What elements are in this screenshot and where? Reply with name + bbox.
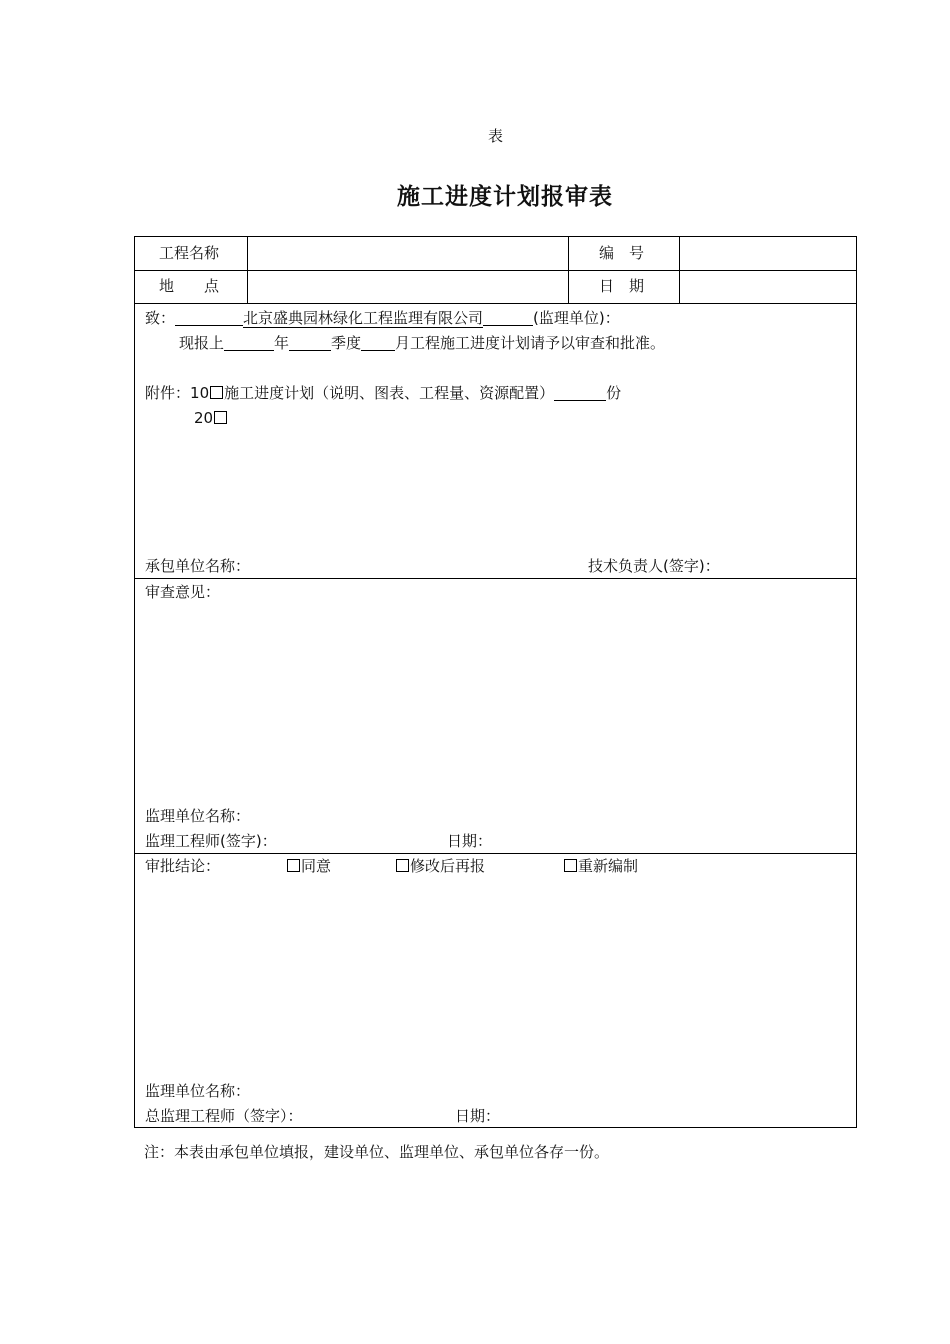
- month-text: 月工程施工进度计划请予以审查和批准。: [395, 334, 666, 352]
- report-line: [179, 335, 665, 351]
- recipient-suffix: (监理单位)：: [533, 309, 620, 327]
- form-title: 施工进度计划报审表: [397, 184, 613, 210]
- month-blank[interactable]: [361, 335, 395, 351]
- attachment-1-checkbox[interactable]: [210, 386, 223, 399]
- redo-checkbox[interactable]: [564, 859, 577, 872]
- revise-checkbox[interactable]: [396, 859, 409, 872]
- project-name-field[interactable]: [248, 237, 567, 270]
- agree-text: 同意: [301, 857, 332, 875]
- review-opinion-label: 审查意见：: [145, 583, 221, 601]
- option-revise[interactable]: [396, 859, 485, 874]
- redo-text: 重新编制: [578, 857, 639, 875]
- attachment-2-checkbox[interactable]: [214, 411, 227, 424]
- number-label: 编 号: [599, 244, 645, 262]
- footer-note: 注：本表由承包单位填报，建设单位、监理单位、承包单位各存一份。: [144, 1143, 610, 1161]
- revise-text: 修改后再报: [410, 857, 486, 875]
- quarter-text: 季度: [331, 334, 362, 352]
- copies-blank[interactable]: [554, 385, 606, 401]
- blank: [175, 310, 243, 326]
- blank: [483, 310, 533, 326]
- number-field[interactable]: [680, 237, 856, 270]
- tech-lead-label: 技术负责人(签字)：: [588, 557, 720, 575]
- report-text: 现报上: [179, 334, 225, 352]
- column-divider: [568, 237, 569, 303]
- date-label: 日 期: [599, 277, 645, 295]
- attachment-1-num: 1: [190, 384, 200, 402]
- top-label: 表: [488, 127, 504, 145]
- year-text: 年: [274, 334, 290, 352]
- agree-checkbox[interactable]: [287, 859, 300, 872]
- date-field[interactable]: [680, 271, 856, 303]
- approval-supervisor-unit-label: 监理单位名称：: [145, 1082, 251, 1100]
- attachment-2-num: 2: [194, 409, 204, 427]
- copies-unit: 份: [606, 384, 622, 402]
- location-label: 地 点: [159, 277, 220, 295]
- attachments-label: 附件：: [145, 384, 191, 402]
- approval-form: [134, 236, 857, 1128]
- review-supervisor-unit-label: 监理单位名称：: [145, 807, 251, 825]
- attachment-2-line: 20: [194, 411, 228, 426]
- approval-date-label: 日期：: [455, 1107, 501, 1125]
- year-blank[interactable]: [224, 335, 274, 351]
- review-date-label: 日期：: [447, 832, 493, 850]
- option-agree[interactable]: [287, 859, 331, 874]
- location-field[interactable]: [248, 271, 567, 303]
- chief-engineer-sign-label: 总监理工程师（签字）：: [145, 1107, 303, 1125]
- to-line: [145, 310, 620, 326]
- section-divider: [135, 578, 856, 579]
- row-divider: [135, 303, 856, 304]
- recipient-name: 北京盛典园林绿化工程监理有限公司: [243, 309, 484, 327]
- project-name-label: 工程名称: [159, 244, 220, 262]
- attachment-1-text: 施工进度计划（说明、图表、工程量、资源配置）: [224, 384, 555, 402]
- review-engineer-sign-label: 监理工程师(签字)：: [145, 832, 277, 850]
- quarter-blank[interactable]: [289, 335, 331, 351]
- contractor-label: 承包单位名称：: [145, 557, 251, 575]
- to-prefix: 致：: [145, 309, 176, 327]
- section-divider: [135, 853, 856, 854]
- attachment-1-line: 附件：10 施工进度计划（说明、图表、工程量、资源配置） 份: [145, 384, 622, 402]
- approval-conclusion-label: 审批结论：: [145, 857, 221, 875]
- option-redo[interactable]: [564, 859, 638, 874]
